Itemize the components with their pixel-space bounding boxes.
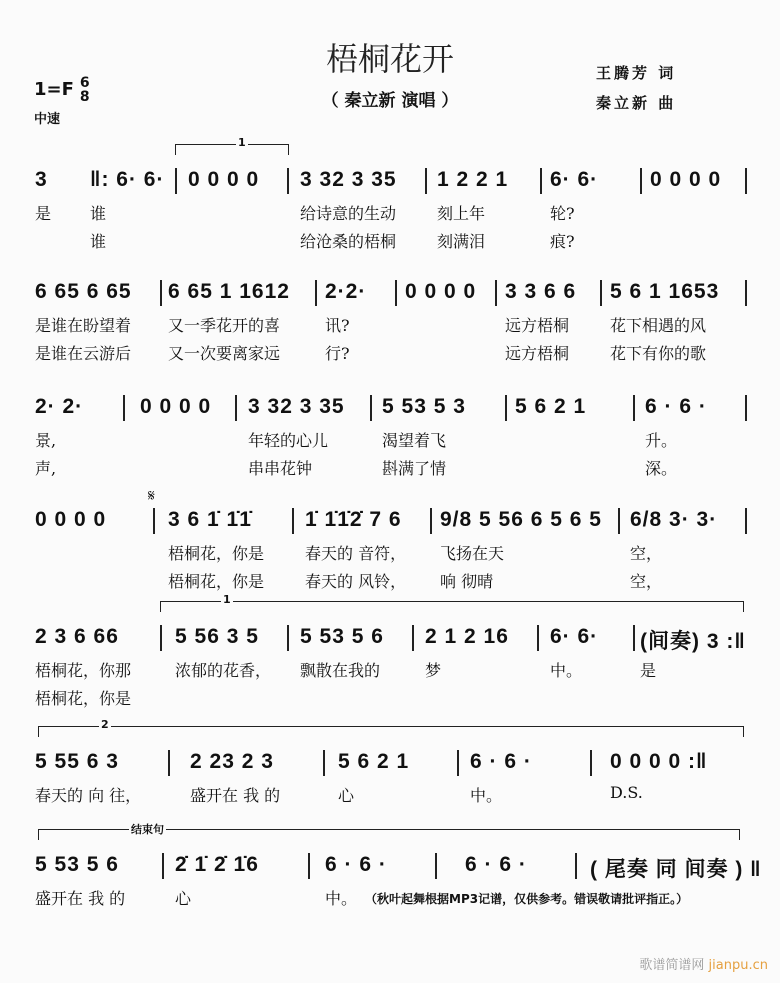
measure-notes: 6 · 6 ·: [645, 395, 707, 418]
measure-notes: (间奏) 3 :‖: [640, 630, 746, 653]
measure-notes: 2·2·: [325, 280, 367, 303]
bar-line: [745, 168, 747, 194]
lyric-verse-1: 心: [338, 786, 355, 805]
lyric-verse-1: 远方梧桐: [505, 316, 570, 335]
lyric-verse-2: 给沧桑的梧桐: [300, 232, 397, 251]
measure-notes: 1̇ 1̇1̇2̇ 7 6: [305, 508, 402, 531]
bar-line: [633, 395, 635, 421]
lyric-verse-1: 梧桐花，你是: [168, 544, 265, 563]
tempo: 中速: [34, 112, 61, 127]
lyric-verse-1: 给诗意的生动: [300, 204, 397, 223]
measure-notes: 5 56 3 5: [175, 625, 259, 648]
bar-line: [323, 750, 325, 776]
measure-notes: 9/8 5 56 6 5 6 5: [440, 508, 602, 531]
lyric-verse-2: 空，: [630, 572, 663, 591]
volta-label: 1: [223, 593, 231, 606]
bar-line: [160, 625, 162, 651]
volta-label: 结束句: [131, 823, 164, 836]
measure-notes: 2 23 2 3: [190, 750, 274, 773]
time-bottom: 8: [79, 89, 90, 105]
lyric-verse-2: 斟满了情: [382, 459, 447, 478]
measure-notes: 6· 6·: [550, 168, 599, 191]
segno-sign: 𝄋: [148, 486, 155, 505]
measure-notes: 3 32 3 35: [300, 168, 397, 191]
lyric-verse-1: 梦: [425, 661, 442, 680]
bar-line: [175, 168, 177, 194]
bar-line: [430, 508, 432, 534]
bar-line: [600, 280, 602, 306]
bar-line: [540, 168, 542, 194]
lyric-verse-2: 痕?: [550, 232, 575, 251]
measure-notes: 0 0 0 0: [405, 280, 477, 303]
measure-notes: 2 3 6 66: [35, 625, 119, 648]
lyric-verse-1: 渴望着飞: [382, 431, 447, 450]
measure-notes: 5 55 6 3: [35, 750, 119, 773]
bar-line: [370, 395, 372, 421]
measure-notes: 6 65 6 65: [35, 280, 132, 303]
key-signature: [34, 76, 90, 104]
measure-notes: 0 0 0 0: [650, 168, 722, 191]
bar-line: [745, 280, 747, 306]
volta-bracket: [38, 823, 740, 840]
lyric-verse-2: 声,: [35, 459, 57, 478]
volta-label: 1: [238, 136, 246, 149]
lyric-verse-1: 空，: [630, 544, 663, 563]
lyric-verse-1: 刻上年: [437, 204, 486, 223]
measure-notes: 3 32 3 35: [248, 395, 345, 418]
volta-bracket: [160, 593, 744, 612]
lyric-verse-1: 心: [175, 889, 192, 908]
lyric-verse-1: 中。: [550, 661, 583, 680]
lyric-verse-1: 是: [35, 204, 52, 223]
singer: （ 秦立新 演唱 ）: [321, 91, 459, 111]
measure-notes: 0 0 0 0: [140, 395, 212, 418]
measure-notes: 0 0 0 0: [188, 168, 260, 191]
bar-line: [287, 168, 289, 194]
lyric-verse-1: 升。: [645, 431, 678, 450]
bar-line: [537, 625, 539, 651]
measure-notes: ( 尾奏 同 间奏 ) ‖: [590, 858, 762, 881]
lyric-verse-2: 春天的 风铃，: [305, 572, 407, 591]
lyric-verse-1: 年轻的心儿: [248, 431, 329, 450]
bar-line: [618, 508, 620, 534]
lyric-verse-1: 又一季花开的喜: [168, 316, 281, 335]
bar-line: [123, 395, 125, 421]
lyric-verse-2: 梧桐花，你是: [35, 689, 132, 708]
bar-line: [435, 853, 437, 879]
volta-bracket: [38, 718, 744, 737]
volta-bracket: [175, 136, 289, 155]
measure-notes: 5 53 5 6: [300, 625, 384, 648]
bar-line: [575, 853, 577, 879]
lyric-verse-1: 飘散在我的: [300, 661, 381, 680]
bar-line: [292, 508, 294, 534]
lyricist: 王腾芳 词: [596, 64, 677, 82]
lyric-verse-1: 是谁在盼望着: [35, 316, 132, 335]
lyric-verse-2: 行?: [325, 344, 350, 363]
measure-notes: 6 65 1 1612: [168, 280, 290, 303]
key: 1=F: [34, 79, 74, 100]
watermark-url: jianpu.cn: [708, 958, 768, 973]
bar-line: [287, 625, 289, 651]
song-title: 梧桐花开: [325, 40, 454, 78]
bar-line: [160, 280, 162, 306]
bar-line: [412, 625, 414, 651]
measure-notes: 0 0 0 0 :‖: [610, 750, 708, 773]
bar-line: [495, 280, 497, 306]
bar-line: [168, 750, 170, 776]
lyric-verse-1: 讯?: [325, 316, 350, 335]
lyric-verse-2: 远方梧桐: [505, 344, 570, 363]
bar-line: [162, 853, 164, 879]
lyric-verse-1: 花下相遇的风: [610, 316, 707, 335]
measure-notes: ‖: 6· 6·: [90, 168, 165, 191]
lyric-verse-1: 梧桐花，你那: [35, 661, 132, 680]
lyric-verse-1: D.S.: [610, 783, 643, 802]
measure-notes: 5 53 5 3: [382, 395, 466, 418]
bar-line: [745, 508, 747, 534]
measure-notes: 5 6 2 1: [338, 750, 410, 773]
watermark: [639, 954, 768, 973]
measure-notes: 3: [35, 168, 48, 191]
lyric-verse-2: 响 彻晴: [440, 572, 494, 591]
lyric-verse-2: 谁: [90, 232, 107, 251]
bar-line: [395, 280, 397, 306]
lyric-verse-1: 盛开在 我 的: [35, 889, 126, 908]
measure-notes: 2̇ 1̇ 2̇ 1̇6: [175, 853, 259, 876]
measure-notes: 2· 2·: [35, 395, 84, 418]
lyric-verse-2: 串串花钟: [248, 459, 313, 478]
lyric-verse-1: 是: [640, 661, 657, 680]
watermark-text: 歌谱简谱网: [639, 958, 705, 973]
bar-line: [745, 395, 747, 421]
lyric-verse-1: 中。: [325, 889, 358, 908]
lyric-verse-1: 浓郁的花香，: [175, 661, 272, 680]
measure-notes: 3 6 1̇ 1̇1̇: [168, 508, 252, 531]
lyric-verse-2: 深。: [645, 459, 678, 478]
lyric-verse-2: 花下有你的歌: [610, 344, 707, 363]
lyric-verse-2: 刻满泪: [437, 232, 486, 251]
time-top: 6: [79, 75, 90, 91]
lyric-verse-2: 是谁在云游后: [35, 344, 132, 363]
lyric-verse-2: 梧桐花，你是: [168, 572, 265, 591]
bar-line: [633, 625, 635, 651]
composer: 秦立新 曲: [596, 94, 677, 112]
bar-line: [640, 168, 642, 194]
bar-line: [153, 508, 155, 534]
lyric-verse-1: 春天的 音符，: [305, 544, 407, 563]
lyric-verse-2: 又一次要离家远: [168, 344, 281, 363]
measure-notes: 5 6 2 1: [515, 395, 587, 418]
measure-notes: 6 · 6 ·: [465, 853, 527, 876]
measure-notes: 5 53 5 6: [35, 853, 119, 876]
transcriber-note: （秋叶起舞根据MP3记谱，仅供参考。错误敬请批评指正。）: [365, 892, 689, 906]
measure-notes: 6· 6·: [550, 625, 599, 648]
measure-notes: 0 0 0 0: [35, 508, 107, 531]
measure-notes: 3 3 6 6: [505, 280, 577, 303]
lyric-verse-1: 飞扬在天: [440, 544, 505, 563]
bar-line: [425, 168, 427, 194]
time-signature: [80, 76, 90, 104]
measure-notes: 2 1 2 16: [425, 625, 509, 648]
bar-line: [235, 395, 237, 421]
measure-notes: 5 6 1 1653: [610, 280, 720, 303]
lyric-verse-1: 谁: [90, 204, 107, 223]
bar-line: [308, 853, 310, 879]
measure-notes: 6 · 6 ·: [325, 853, 387, 876]
measure-notes: 6 · 6 ·: [470, 750, 532, 773]
bar-line: [505, 395, 507, 421]
lyric-verse-1: 春天的 向 往，: [35, 786, 142, 805]
lyric-verse-1: 中。: [470, 786, 503, 805]
bar-line: [590, 750, 592, 776]
measure-notes: 1 2 2 1: [437, 168, 509, 191]
measure-notes: 6/8 3· 3·: [630, 508, 718, 531]
lyric-verse-1: 盛开在 我 的: [190, 786, 281, 805]
volta-label: 2: [101, 718, 109, 731]
bar-line: [457, 750, 459, 776]
lyric-verse-1: 轮?: [550, 204, 575, 223]
lyric-verse-1: 景,: [35, 431, 57, 450]
bar-line: [315, 280, 317, 306]
